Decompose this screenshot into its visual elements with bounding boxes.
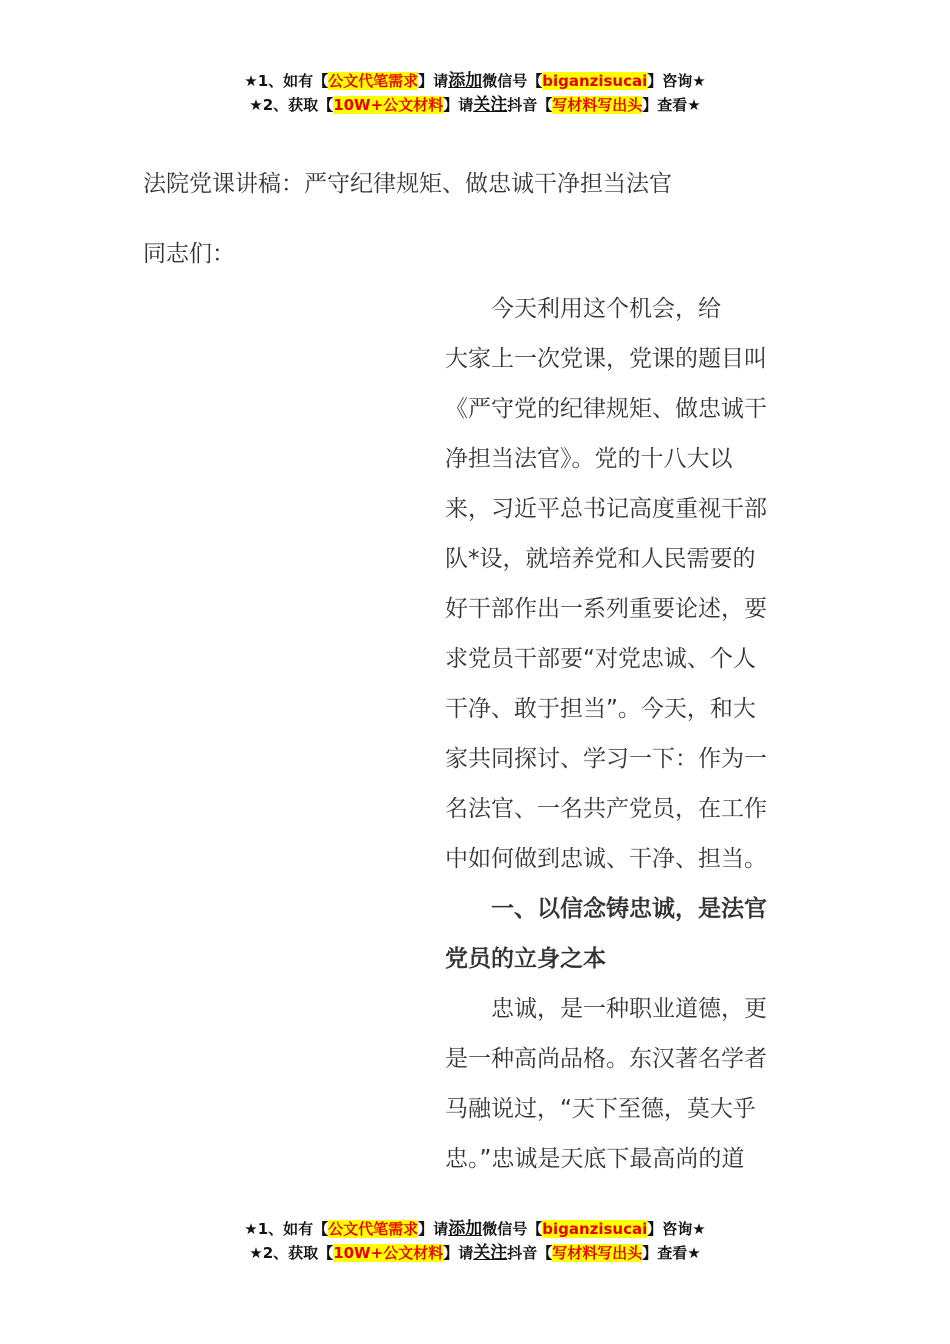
- body-line: 大家上一次党课，党课的题目叫: [445, 346, 767, 372]
- promo-line-1: ★1、如有【公文代笔需求】请添加微信号【biganzisucai】咨询★: [244, 1219, 706, 1239]
- body-line: 今天利用这个机会，给: [445, 296, 721, 322]
- highlight-douyin-account: 写材料写出头: [552, 96, 643, 114]
- highlight-service: 公文代笔需求: [328, 72, 419, 90]
- promo-line-2: ★2、获取【10W+公文材料】请关注抖音【写材料写出头】查看★: [249, 1243, 701, 1263]
- emphasis-add: 添加: [448, 1219, 483, 1239]
- document-title: 法院党课讲稿：严守纪律规矩、做忠诚干净担当法官: [143, 171, 672, 197]
- highlight-douyin-account: 写材料写出头: [552, 1244, 643, 1262]
- promo-banner-bottom: [0, 1217, 950, 1265]
- emphasis-follow: 关注: [473, 95, 508, 115]
- highlight-materials: 10W+公文材料: [333, 1244, 444, 1262]
- body-line: 中如何做到忠诚、干净、担当。: [445, 846, 767, 872]
- body-line: 净担当法官》。党的十八大以: [445, 446, 733, 472]
- body-line: 队*设，就培养党和人民需要的: [445, 546, 756, 572]
- section-heading-line: 党员的立身之本: [445, 946, 606, 972]
- section-body-line: 马融说过，“天下至德，莫大乎: [445, 1096, 756, 1122]
- section-body-line: 是一种高尚品格。东汉著名学者: [445, 1046, 767, 1072]
- body-line: 名法官、一名共产党员，在工作: [445, 796, 767, 822]
- highlight-materials: 10W+公文材料: [333, 96, 444, 114]
- highlight-service: 公文代笔需求: [328, 1220, 419, 1238]
- highlight-wechat-id: biganzisucai: [542, 72, 648, 90]
- promo-line-2: ★2、获取【10W+公文材料】请关注抖音【写材料写出头】查看★: [249, 95, 701, 115]
- body-line: 来，习近平总书记高度重视干部: [445, 496, 767, 522]
- body-text: [445, 284, 810, 1184]
- section-body-line: 忠。”忠诚是天底下最高尚的道: [445, 1146, 745, 1172]
- emphasis-follow: 关注: [473, 1243, 508, 1263]
- highlight-wechat-id: biganzisucai: [542, 1220, 648, 1238]
- section-heading-line: 一、以信念铸忠诚，是法官: [445, 896, 767, 922]
- body-line: 《严守党的纪律规矩、做忠诚干: [445, 396, 767, 422]
- body-line: 干净、敢于担当”。今天，和大: [445, 696, 756, 722]
- emphasis-add: 添加: [448, 71, 483, 91]
- greeting: 同志们：: [143, 241, 235, 267]
- body-line: 求党员干部要“对党忠诚、个人: [445, 646, 756, 672]
- body-line: 家共同探讨、学习一下：作为一: [445, 746, 767, 772]
- promo-line-1: ★1、如有【公文代笔需求】请添加微信号【biganzisucai】咨询★: [244, 71, 706, 91]
- body-line: 好干部作出一系列重要论述，要: [445, 596, 767, 622]
- section-body-line: 忠诚，是一种职业道德，更: [445, 996, 767, 1022]
- promo-banner-top: [0, 69, 950, 117]
